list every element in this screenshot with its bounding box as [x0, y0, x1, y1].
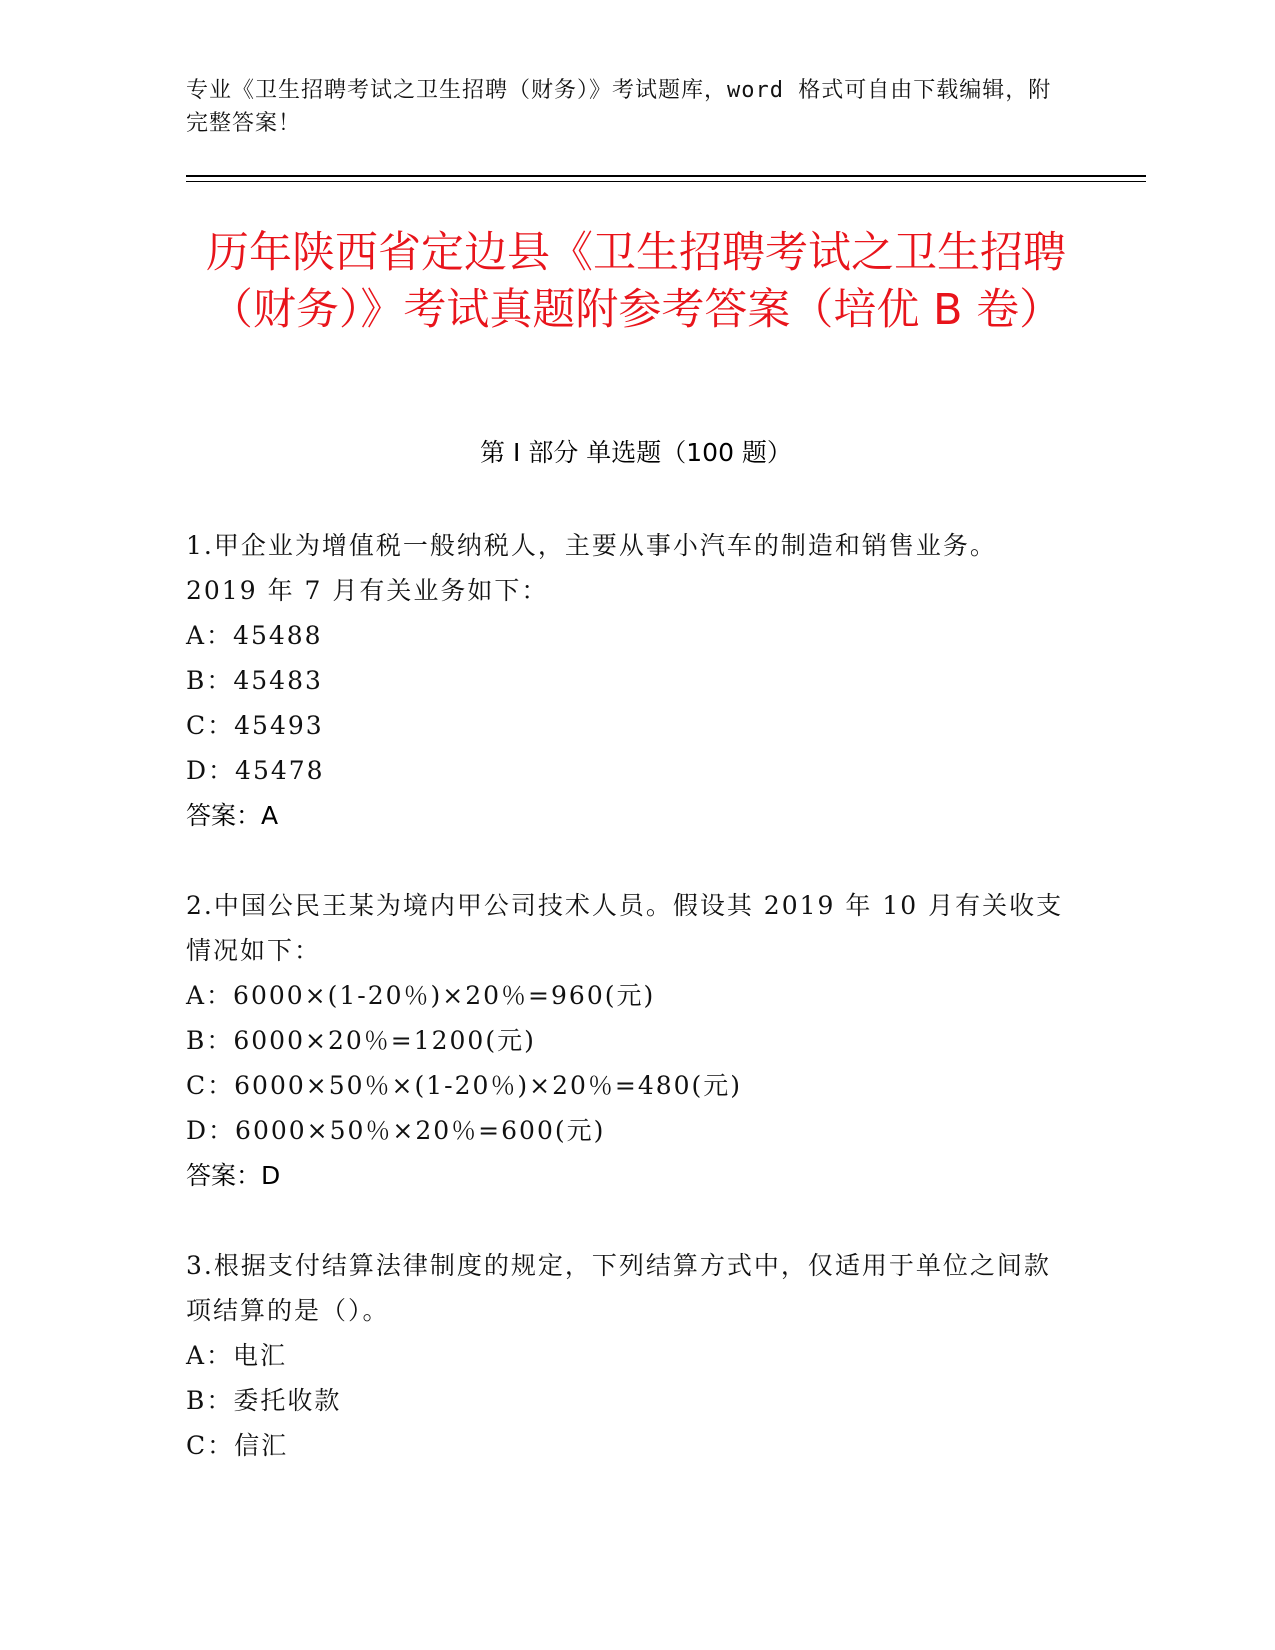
option-b: B：委托收款 — [186, 1386, 342, 1415]
option-b: B：6000×20％=1200(元) — [186, 1026, 536, 1055]
option-d: D：6000×50％×20％=600(元) — [186, 1116, 606, 1145]
option-a: A：45488 — [186, 621, 323, 650]
option-c: C：6000×50％×(1-20％)×20％=480(元) — [186, 1071, 743, 1100]
answer: 答案：A — [186, 801, 279, 830]
question-1 — [186, 523, 1066, 838]
question-3 — [186, 1243, 1066, 1468]
answer: 答案：D — [186, 1161, 281, 1190]
option-c: C：45493 — [186, 711, 324, 740]
header-divider-thin — [186, 181, 1146, 182]
question-stem: 1.甲企业为增值税一般纳税人，主要从事小汽车的制造和销售业务。2019 年 7 月有关业务如下： — [186, 531, 997, 605]
option-d: D：45478 — [186, 756, 325, 785]
option-a: A：6000×(1-20％)×20％=960(元) — [186, 981, 656, 1010]
header-divider — [186, 175, 1146, 177]
question-list — [186, 523, 1066, 1513]
question-stem: 2.中国公民王某为境内甲公司技术人员。假设其 2019 年 10 月有关收支情况如下： — [186, 891, 1064, 965]
section-heading: 第 I 部分 单选题（100 题） — [480, 438, 792, 467]
document-title: 历年陕西省定边县《卫生招聘考试之卫生招聘（财务）》考试真题附参考答案（培优 B 卷） — [206, 228, 1066, 335]
option-c: C：信汇 — [186, 1431, 289, 1460]
option-b: B：45483 — [186, 666, 323, 695]
option-a: A：电汇 — [186, 1341, 288, 1370]
question-2 — [186, 883, 1066, 1198]
header-note: 专业《卫生招聘考试之卫生招聘（财务）》考试题库，word 格式可自由下载编辑，附完整答案！ — [186, 78, 1052, 136]
question-stem: 3.根据支付结算法律制度的规定，下列结算方式中，仅适用于单位之间款项结算的是（）。 — [186, 1251, 1051, 1325]
